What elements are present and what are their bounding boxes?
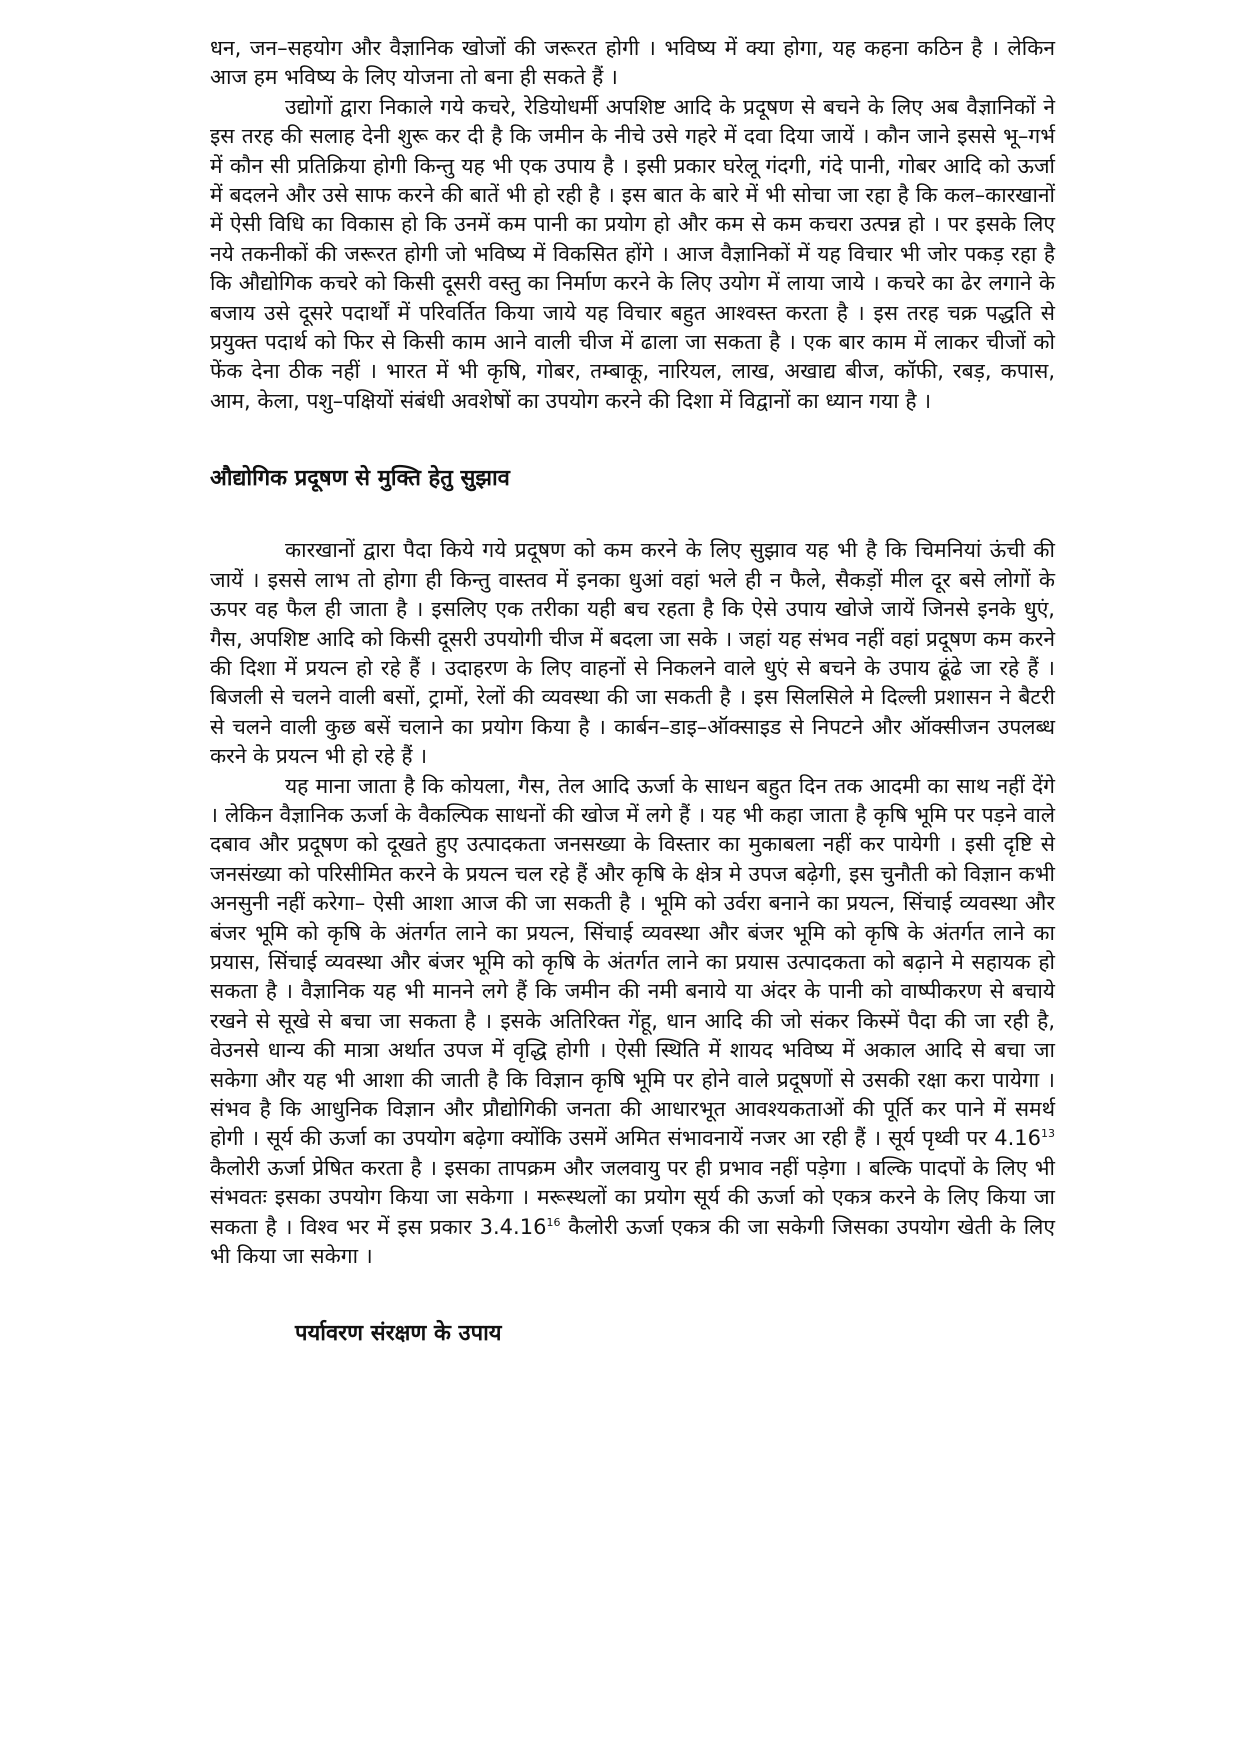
document-page xyxy=(210,34,1055,1349)
section-heading-environment-protection: पर्यावरण संरक्षण के उपाय xyxy=(295,1321,502,1347)
section-heading-industrial-pollution: औद्योगिक प्रदूषण से मुक्ति हेतु सुझाव xyxy=(210,466,510,492)
paragraph-intro: धन, जन–सहयोग और वैज्ञानिक खोजों की जरूरत होगी । भविष्य में क्या होगा, यह कहना कठिन है । लेकिन आज हम भविष्य के लिए योजना तो बना ही सकते हैं । xyxy=(210,36,1055,90)
superscript-exponent-2: 16 xyxy=(546,1215,561,1229)
superscript-exponent-1: 13 xyxy=(1041,1127,1055,1141)
energy-text-part-3: कैलोरी ऊर्जा एकत्र की जा सकेगी जिसका उपयोग खेती के लिए भी किया जा सकेगा । xyxy=(210,1214,1055,1269)
paragraph-factory-pollution: कारखानों द्वारा पैदा किये गये प्रदूषण को कम करने के लिए सुझाव यह भी है कि चिमनियां ऊंची की जायें । इससे लाभ तो होगा ही किन्तु वास्तव में इनका धुआं वहां भले ही न फैले, सैकड़ों मील दूर बसे लोगों के ऊपर वह फैल ही जाता है । इसलिए एक तरीका यही बच रहता है कि ऐसे उपाय खोजे जायें जिनसे इनके धुएं, गैस, अपशिष्ट आदि को किसी दूसरी उपयोगी चीज में बदला जा सके । जहां यह संभव नहीं वहां प्रदूषण कम करने की दिशा में प्रयत्न हो रहे हैं । उदाहरण के लिए वाहनों से निकलने वाले धुएं से बचने के उपाय ढूंढे जा रहे हैं । बिजली से चलने वाली बसों, ट्रामों, रेलों की व्यवस्था की जा सकती है । इस सिलसिले मे दिल्ली प्रशासन ने बैटरी से चलने वाली कुछ बसें चलाने का प्रयोग किया है । कार्बन–डाइ–ऑक्साइड से निपटने और ऑक्सीजन उपलब्ध करने के प्रयत्न भी हो रहे हैं । xyxy=(210,538,1055,769)
paragraph-waste-disposal: उद्योगों द्वारा निकाले गये कचरे, रेडियोधर्मी अपशिष्ट आदि के प्रदूषण से बचने के लिए अब वैज्ञानिकों ने इस तरह की सलाह देनी शुरू कर दी है कि जमीन के नीचे उसे गहरे में दवा दिया जायें । कौन जाने इससे भू–गर्भ में कौन सी प्रतिक्रिया होगी किन्तु यह भी एक उपाय है । इसी प्रकार घरेलू गंदगी, गंदे पानी, गोबर आदि को ऊर्जा में बदलने और उसे साफ करने की बातें भी हो रही है । इस बात के बारे में भी सोचा जा रहा है कि कल–कारखानों में ऐसी विधि का विकास हो कि उनमें कम पानी का प्रयोग हो और कम से कम कचरा उत्पन्न हो । पर इसके लिए नये तकनीकों की जरूरत होगी जो भविष्य में विकसित होंगे । आज वैज्ञानिकों में यह विचार भी जोर पकड़ रहा है कि औद्योगिक कचरे को किसी दूसरी वस्तु का निर्माण करने के लिए उयोग में लाया जाये । कचरे का ढेर लगाने के बजाय उसे दूसरे पदार्थों में परिवर्तित किया जाये यह विचार बहुत आश्वस्त करता है । इस तरह चक्र पद्धति से प्रयुक्त पदार्थ को फिर से किसी काम आने वाली चीज में ढाला जा सकता है । एक बार काम में लाकर चीजों को फेंक देना ठीक नहीं । भारत में भी कृषि, गोबर, तम्बाकू, नारियल, लाख, अखाद्य बीज, कॉफी, रबड़, कपास, आम, केला, पशु–पक्षियों संबंधी अवशेषों का उपयोग करने की दिशा में विद्वानों का ध्यान गया है । xyxy=(210,94,1055,413)
energy-text-part-2: कैलोरी ऊर्जा प्रेषित करता है । इसका तापक्रम और जलवायु पर ही प्रभाव नहीं पड़ेगा । बल्कि पादपों के लिए भी संभवतः इसका उपयोग किया जा सकेगा । मरूस्थलों का प्रयोग सूर्य की ऊर्जा को एकत्र करने के लिए किया जा सकता है । विश्व भर में इस प्रकार 3.4.16 xyxy=(210,1155,1055,1239)
paragraph-energy-agriculture xyxy=(210,772,1055,1272)
energy-text-part-1: यह माना जाता है कि कोयला, गैस, तेल आदि ऊर्जा के साधन बहुत दिन तक आदमी का साथ नहीं देंगे । लेकिन वैज्ञानिक ऊर्जा के वैकल्पिक साधनों की खोज में लगे हैं । यह भी कहा जाता है कृषि भूमि पर पड़ने वाले दबाव और प्रदूषण को दूखते हुए उत्पादकता जनसख्या के विस्तार का मुकाबला नहीं कर पायेगी । इसी दृष्टि से जनसंख्या को परिसीमित करने के प्रयत्न चल रहे हैं और कृषि के क्षेत्र मे उपज बढ़ेगी, इस चुनौती को विज्ञान कभी अनसुनी नहीं करेगा– ऐसी आशा आज की जा सकती है । भूमि को उर्वरा बनाने का प्रयत्न, सिंचाई व्यवस्था और बंजर भूमि को कृषि के अंतर्गत लाने का प्रयत्न, सिंचाई व्यवस्था और बंजर भूमि को कृषि के अंतर्गत लाने का प्रयास, सिंचाई व्यवस्था और बंजर भूमि को कृषि के अंतर्गत लाने का प्रयास उत्पादकता को बढ़ाने मे सहायक हो सकता है । वैज्ञानिक यह भी मानने लगे हैं कि जमीन की नमी बनाये या अंदर के पानी को वाष्पीकरण से बचाये रखने से सूखे से बचा जा सकता है । इसके अतिरिक्त गेंहू, धान आदि की जो संकर किस्में पैदा की जा रही है, वेउनसे धान्य की मात्रा अर्थात उपज में वृद्धि होगी । ऐसी स्थिति में शायद भविष्य में अकाल आदि से बचा जा सकेगा और यह भी आशा की जाती है कि विज्ञान कृषि भूमि पर होने वाले प्रदूषणों से उसकी रक्षा करा पायेगा । संभव है कि आधुनिक विज्ञान और प्रौद्योगिकी जनता की आधारभूत आवश्यकताओं की पूर्ति कर पाने में समर्थ होगी । सूर्य की ऊर्जा का उपयोग बढ़ेगा क्योंकि उसमें अमित संभावनायें नजर आ रही हैं । सूर्य पृथ्वी पर 4.16 xyxy=(210,773,1056,1151)
